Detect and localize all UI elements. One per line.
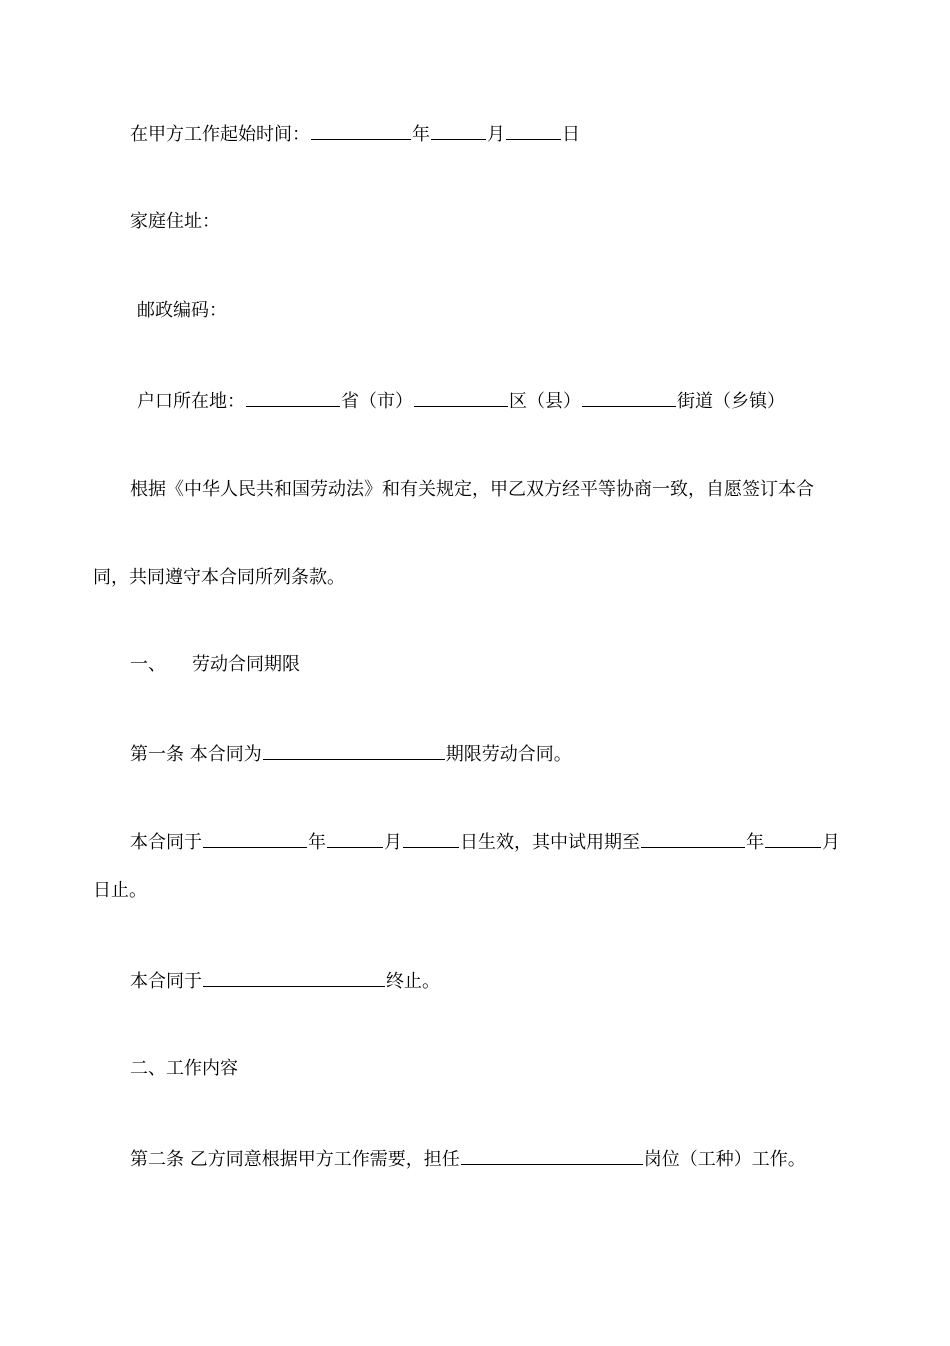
street-label: 街道（乡镇） — [677, 391, 785, 412]
province-label: 省（市） — [341, 391, 413, 412]
start-month-blank — [431, 121, 486, 140]
section-1-heading — [130, 653, 300, 677]
street-blank — [582, 388, 676, 407]
start-day-blank — [506, 121, 561, 140]
termination-suffix: 终止。 — [386, 971, 440, 992]
district-blank — [414, 388, 508, 407]
position-blank — [461, 1146, 643, 1165]
year-label: 年 — [412, 124, 430, 145]
hukou-line — [137, 388, 785, 414]
month-label: 月 — [487, 124, 505, 145]
effective-mid: 日生效，其中试用期至 — [460, 832, 640, 853]
probation-year-blank — [641, 829, 745, 848]
termination-line — [130, 968, 440, 994]
province-blank — [246, 388, 340, 407]
termination-prefix: 本合同于 — [130, 971, 202, 992]
effective-prefix: 本合同于 — [130, 832, 202, 853]
probation-month-label: 月 — [822, 832, 840, 853]
contract-term-blank — [263, 741, 445, 760]
start-time-label: 在甲方工作起始时间： — [130, 124, 310, 145]
article-2-line — [130, 1146, 806, 1172]
effective-month-label: 月 — [384, 832, 402, 853]
article-2-suffix: 岗位（工种）工作。 — [643, 1149, 806, 1170]
probation-year-label: 年 — [746, 832, 764, 853]
article-1-prefix: 第一条 本合同为 — [130, 744, 262, 765]
preamble-line-2: 同，共同遵守本合同所列条款。 — [93, 567, 345, 588]
section-1-number: 一、 — [130, 654, 166, 675]
postal-code-line — [137, 299, 227, 323]
district-label: 区（县） — [509, 391, 581, 412]
start-year-blank — [311, 121, 411, 140]
effective-day-blank — [403, 829, 459, 848]
article-1-suffix: 期限劳动合同。 — [445, 744, 572, 765]
section-1-title: 劳动合同期限 — [192, 654, 300, 675]
probation-month-blank — [765, 829, 821, 848]
effective-end-line: 日止。 — [93, 880, 147, 901]
start-time-line — [130, 121, 580, 147]
article-2-prefix: 第二条 乙方同意根据甲方工作需要，担任 — [130, 1149, 460, 1170]
effective-month-blank — [327, 829, 383, 848]
hukou-label: 户口所在地： — [137, 391, 245, 412]
section-2-heading: 二、工作内容 — [130, 1058, 238, 1079]
effective-line — [130, 829, 840, 855]
article-1-line — [130, 741, 572, 767]
home-address-line — [130, 210, 220, 234]
home-address-label: 家庭住址： — [130, 211, 220, 232]
postal-code-label: 邮政编码： — [137, 300, 227, 321]
effective-year-label: 年 — [308, 832, 326, 853]
effective-year-blank — [203, 829, 307, 848]
day-label: 日 — [562, 124, 580, 145]
termination-date-blank — [203, 968, 385, 987]
preamble-line-1: 根据《中华人民共和国劳动法》和有关规定，甲乙双方经平等协商一致，自愿签订本合 — [130, 479, 814, 500]
